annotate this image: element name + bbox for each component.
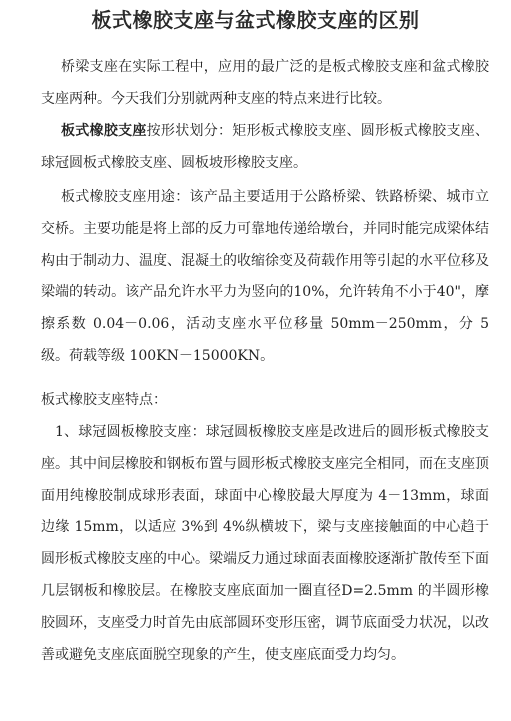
shape-classification-paragraph — [41, 116, 489, 180]
usage-paragraph: 板式橡胶支座用途：该产品主要适用于公路桥梁、铁路桥梁、城市立交桥。主要功能是将上部的反力可靠地传递给墩台，并同时能完成梁体结构由于制动力、温度、混凝土的收缩徐变及荷载作用等引起的水平位移及梁端的转动。该产品允许水平力为竖向的10%，允许转角不小于40"，摩擦系数 0.04－0.06，活动支座水平位移量 50mm－250mm，分 5 级。荷载等级 100KN－15000KN。 — [41, 189, 489, 364]
intro-paragraph: 桥梁支座在实际工程中，应用的最广泛的是板式橡胶支座和盆式橡胶支座两种。今天我们分别就两种支座的特点来进行比较。 — [41, 59, 489, 107]
shape-section-text: 按形状划分：矩形板式橡胶支座、圆形板式橡胶支座、球冠圆板式橡胶支座、圆板坡形橡胶支座。 — [41, 123, 489, 171]
shape-section-heading: 板式橡胶支座 — [61, 123, 147, 139]
features-heading: 板式橡胶支座特点： — [41, 392, 167, 408]
feature-1-paragraph: 1、球冠圆板橡胶支座：球冠圆板橡胶支座是改进后的圆形板式橡胶支座。其中间层橡胶和钢板布置与圆形板式橡胶支座完全相同，而在支座顶面用纯橡胶制成球形表面，球面中心橡胶最大厚度为 4－13mm，球面边缘 15mm，以适应 3%到 4%纵横坡下，梁与支座接触面的中心趋于圆形板式橡胶支座的中心。梁端反力通过球面表面橡胶逐渐扩散传至下面几层钢板和橡胶层。在橡胶支座底面加一圈直径D=2.5mm 的半圆形橡胶圆环，支座受力时首先由底部圆环变形压密，调节底面受力状况，以改善或避免支座底面脱空现象的产生，使支座底面受力均匀。 — [41, 424, 489, 663]
document-title: 板式橡胶支座与盆式橡胶支座的区别 — [91, 8, 420, 32]
